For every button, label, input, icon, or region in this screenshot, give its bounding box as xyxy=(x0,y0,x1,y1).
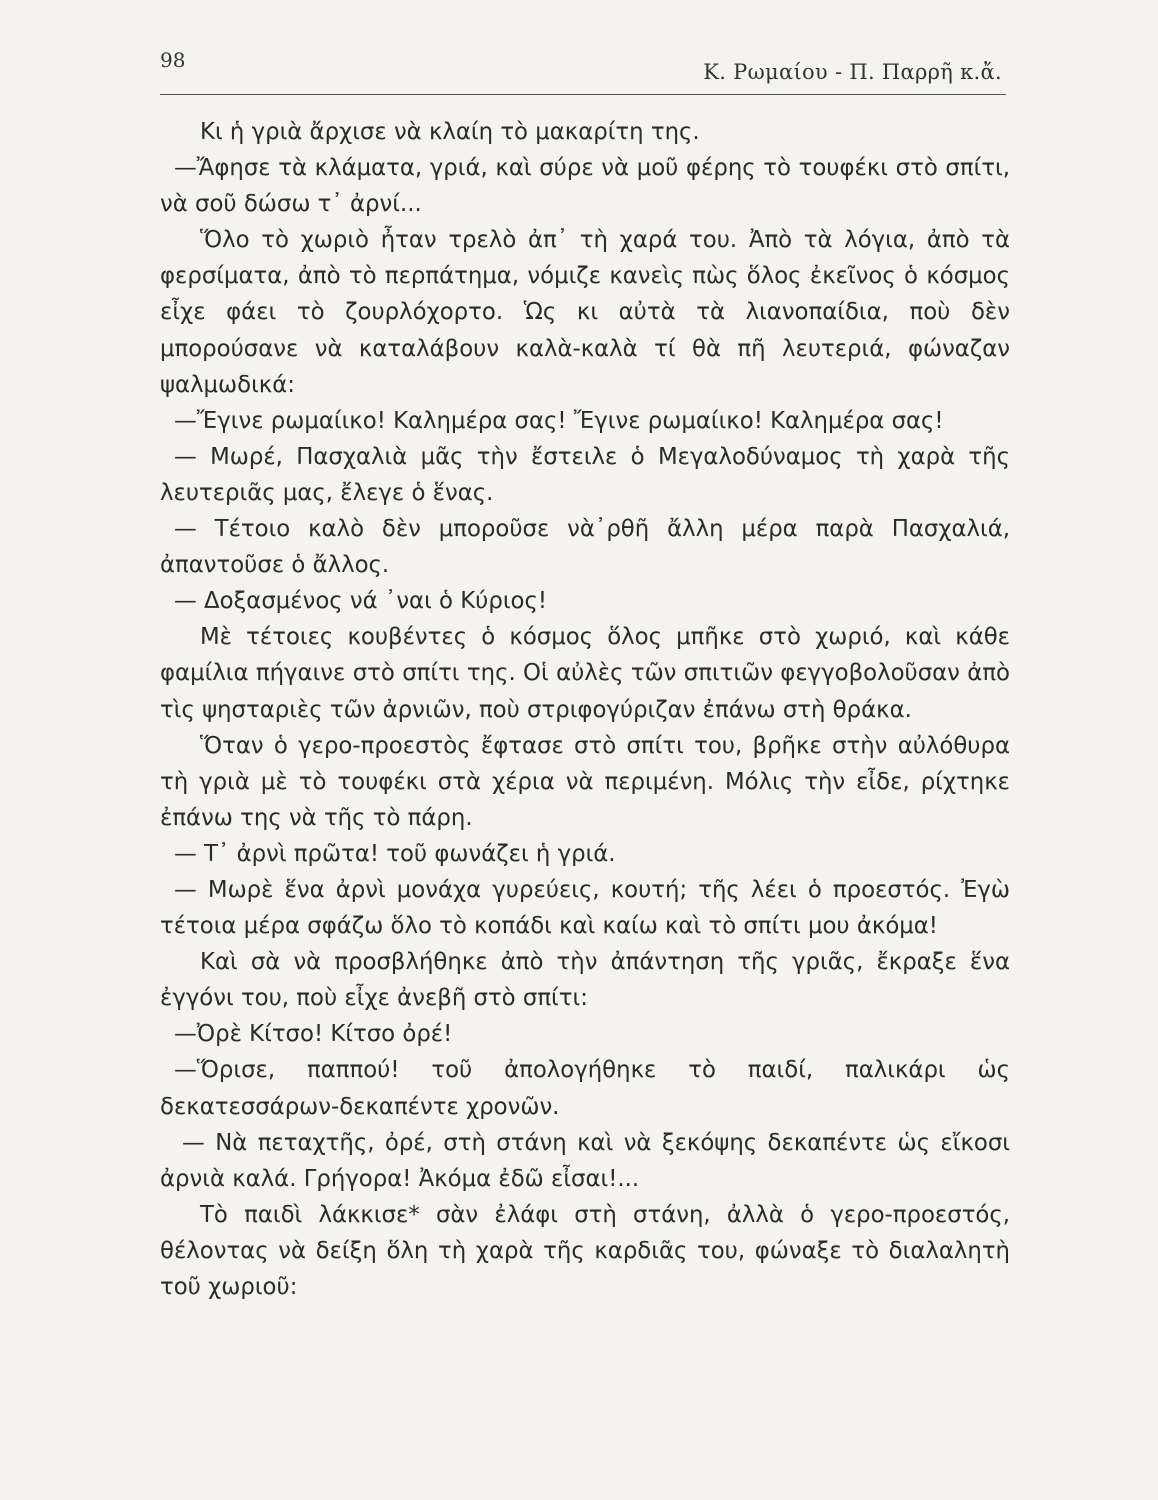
dialogue-line: —Ὅρισε, παππού! τοῦ ἀπολογήθηκε τὸ παιδί, παλικάρι ὡς δεκατεσσάρων-δεκαπέντε χρονῶν. xyxy=(160,1057,1010,1120)
paragraph: Ὅταν ὁ γερο-προεστὸς ἔφτασε στὸ σπίτι του, βρῆκε στὴν αὐλόθυρα τὴ γριὰ μὲ τὸ τουφέκι στὰ χέρια νὰ περιμένη. Μόλις τὴν εἶδε, ρίχτηκε ἐπάνω της νὰ τῆς τὸ πάρη. xyxy=(160,732,1010,831)
paragraph: Ὅλο τὸ χωριὸ ἦταν τρελὸ ἀπ᾽ τὴ χαρά του. Ἀπὸ τὰ λόγια, ἀπὸ τὰ φερσίματα, ἀπὸ τὸ περπάτημα, νόμιζε κανεὶς πὼς ὅλος ἐκεῖνος ὁ κόσμος εἶχε φάει τὸ ζουρλόχορτο. Ὡς κι αὐτὰ τὰ λιανοπαίδια, ποὺ δὲν μπορούσανε νὰ καταλάβουν καλὰ-καλὰ τί θὰ πῆ λευτεριά, φώναζαν ψαλμωδικά: xyxy=(160,227,1010,398)
body-text xyxy=(160,114,1010,1305)
dialogue-line: — Μωρέ, Πασχαλιὰ μᾶς τὴν ἔστειλε ὁ Μεγαλοδύναμος τὴ χαρὰ τῆς λευτεριᾶς μας, ἔλεγε ὁ ἕνας. xyxy=(160,443,1010,506)
dialogue-line: —Ὀρὲ Κίτσο! Κίτσο ὀρέ! xyxy=(174,1021,453,1048)
dialogue-line: —Ἄφησε τὰ κλάματα, γριά, καὶ σύρε νὰ μοῦ φέρης τὸ τουφέκι στὸ σπίτι, νὰ σοῦ δώσω τ᾽ ἀρνί... xyxy=(160,155,1010,218)
dialogue-line: — Τέτοιο καλὸ δὲν μποροῦσε νὰ᾽ρθῆ ἄλλη μέρα παρὰ Πασχαλιά, ἀπαντοῦσε ὁ ἄλλος. xyxy=(160,516,1010,579)
page-header xyxy=(160,42,1006,95)
running-head: Κ. Ρωμαίου - Π. Παρρῆ κ.ἄ. xyxy=(703,60,1002,84)
page-number: 98 xyxy=(160,48,186,72)
dialogue-line: — Δοξασμένος νά ᾽ναι ὁ Κύριος! xyxy=(174,588,548,615)
dialogue-line: — Τ᾽ ἀρνὶ πρῶτα! τοῦ φωνάζει ἡ γριά. xyxy=(174,840,616,867)
paragraph: Καὶ σὰ νὰ προσβλήθηκε ἀπὸ τὴν ἀπάντηση τῆς γριᾶς, ἔκραξε ἕνα ἐγγόνι του, ποὺ εἶχε ἀνεβῆ στὸ σπίτι: xyxy=(160,949,1010,1012)
paragraph: Μὲ τέτοιες κουβέντες ὁ κόσμος ὅλος μπῆκε στὸ χωριό, καὶ κάθε φαμίλια πήγαινε στὸ σπίτι της. Οἱ αὐλὲς τῶν σπιτιῶν φεγγοβολοῦσαν ἀπὸ τὶς ψησταριὲς τῶν ἀρνιῶν, ποὺ στριφογύριζαν ἐπάνω στὴ θράκα. xyxy=(160,624,1010,723)
paragraph: Τὸ παιδὶ λάκκισε* σὰν ἐλάφι στὴ στάνη, ἀλλὰ ὁ γερο-προεστός, θέλοντας νὰ δείξη ὅλη τὴ χαρὰ τῆς καρδιᾶς του, φώναξε τὸ διαλαλητὴ τοῦ χωριοῦ: xyxy=(160,1201,1010,1300)
dialogue-line: — Μωρὲ ἕνα ἀρνὶ μονάχα γυρεύεις, κουτή; τῆς λέει ὁ προεστός. Ἐγὼ τέτοια μέρα σφάζω ὅλο τὸ κοπάδι καὶ καίω καὶ τὸ σπίτι μου ἀκόμα! xyxy=(160,876,1010,940)
dialogue-line: —Ἔγινε ρωμαίικο! Καλημέρα σας! Ἔγινε ρωμαίικο! Καλημέρα σας! xyxy=(174,407,944,434)
dialogue-line: — Νὰ πεταχτῆς, ὀρέ, στὴ στάνη καὶ νὰ ξεκόψης δεκαπέντε ὡς εἴκοσι ἀρνιὰ καλά. Γρήγορα! Ἀκόμα ἐδῶ εἶσαι!... xyxy=(160,1129,1010,1192)
paragraph: Κι ἡ γριὰ ἄρχισε νὰ κλαίη τὸ μακαρίτη της. xyxy=(200,119,700,145)
